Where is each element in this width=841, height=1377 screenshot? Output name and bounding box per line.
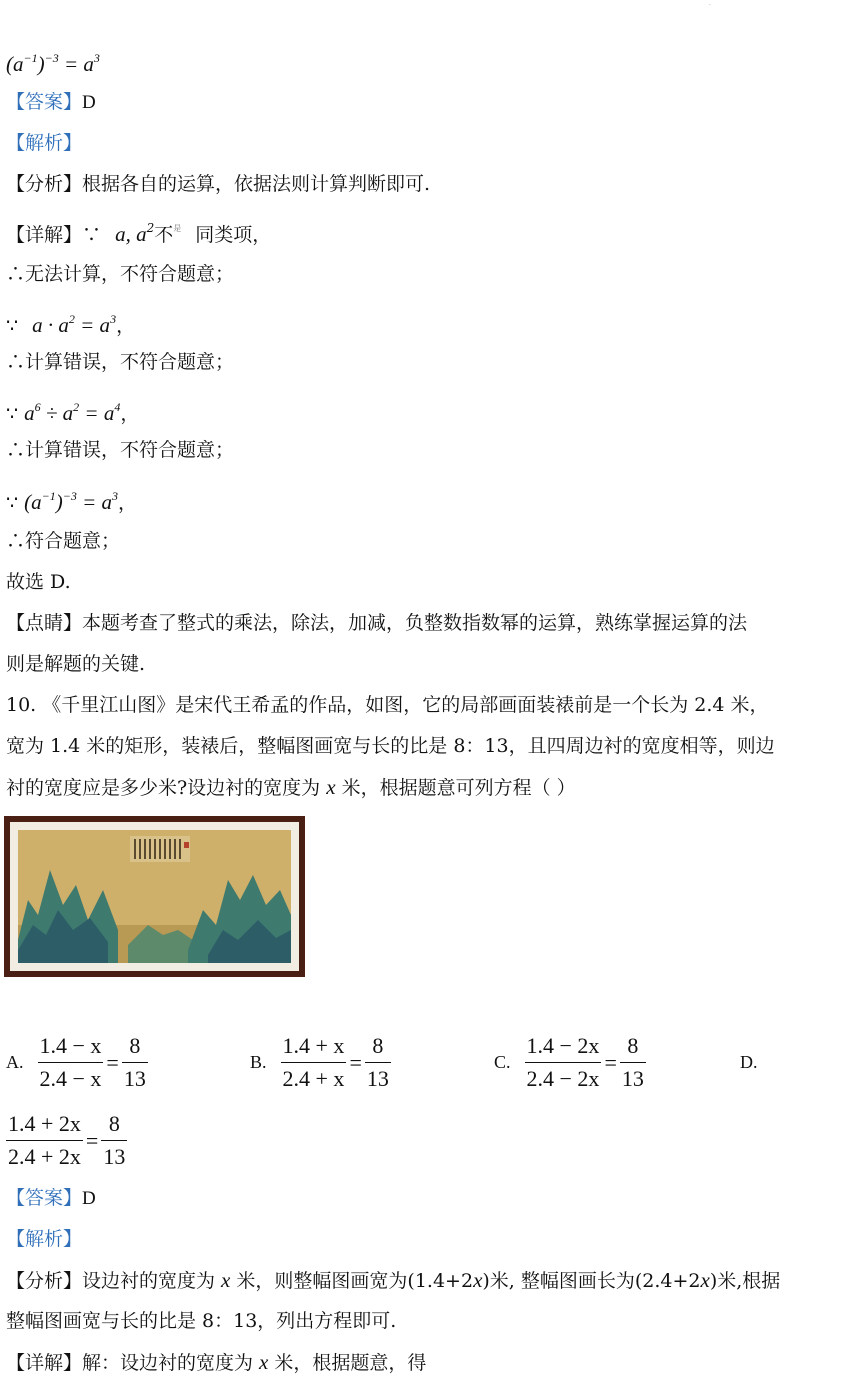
answer-line-2 [6,1184,96,1213]
question-10-line-1: 10. 《千里江山图》是宋代王希孟的作品，如图，它的局部画面装裱前是一个长为 2.4 米， [6,694,769,716]
detail-line-7: ∵ $(a^{-1})^{-3} = a^3$， [6,489,138,514]
analysis-tag-2: 【解析】 [6,1228,83,1250]
fenxi-line-2: 【分析】设边衬的宽度为 x 米，则整幅图画宽为(1.4+2x)米, 整幅图画长为(2.4+2x)米,根据 [6,1268,781,1292]
detail-line-1: 【详解】∵ a, $a^2$不$^是$ 同类项， [6,221,272,246]
option-a[interactable]: A. $\frac{1.4 - x}{2.4 - x}$ = $\frac{8}{13}$ [6,1030,148,1095]
detail-line-3: ∵ $a \cdot a^2 = a^3$， [6,312,136,337]
answer-tag: 【答案】 [6,91,83,113]
landscape-mountains [18,830,291,963]
top-formula: $(a^{-1})^{-3} = a^3$ [6,51,100,76]
question-10-line-2: 宽为 1.4 米的矩形，装裱后，整幅图画宽与长的比是 8：13，且四周边衬的宽度相等，则边 [6,735,775,757]
answer-value: D [82,92,96,113]
option-c[interactable]: C. $\frac{1.4 - 2x}{2.4 - 2x}$ = $\frac{8}{13}$ [494,1030,646,1095]
detail-line-9: 故选 D. [6,571,71,593]
detail-line-8: ∴符合题意； [6,530,121,552]
analysis-tag-1: 【解析】 [6,132,83,154]
detail-line-2: ∴无法计算，不符合题意； [6,263,235,285]
scan-mark: · [709,2,711,9]
answer-tag-2: 【答案】 [6,1187,83,1209]
detail-line-5: ∵ $a^6 \div a^2 = a^4$， [6,400,140,425]
option-d-label[interactable]: D. [740,1052,758,1072]
detail-line-4: ∴计算错误，不符合题意； [6,351,235,373]
option-d[interactable]: $\frac{1.4 + 2x}{2.4 + 2x}$ = $\frac{8}{13}$ [6,1108,127,1173]
question-10-line-3: 衬的宽度应是多少米?设边衬的宽度为 x 米，根据题意可列方程（ ） [6,775,576,799]
answer-line-1 [6,88,96,117]
landscape-painting [18,830,291,963]
fenxi-line-1: 【分析】根据各自的运算，依据法则计算判断即可. [6,173,431,195]
dianjing-line-1: 【点睛】本题考查了整式的乘法，除法，加减，负整数指数幂的运算，熟练掌握运算的法 [6,612,748,634]
dianjing-line-2: 则是解题的关键. [6,653,146,675]
answer-value-2: D [82,1188,96,1209]
option-b[interactable]: B. $\frac{1.4 + x}{2.4 + x}$ = $\frac{8}{13}$ [250,1030,391,1095]
framed-painting-image [4,816,305,977]
detail-line-final: 【详解】解：设边衬的宽度为 x 米，根据题意，得 [6,1350,427,1374]
detail-line-6: ∴计算错误，不符合题意； [6,439,235,461]
fenxi-line-3: 整幅图画宽与长的比是 8：13，列出方程即可. [6,1310,397,1332]
